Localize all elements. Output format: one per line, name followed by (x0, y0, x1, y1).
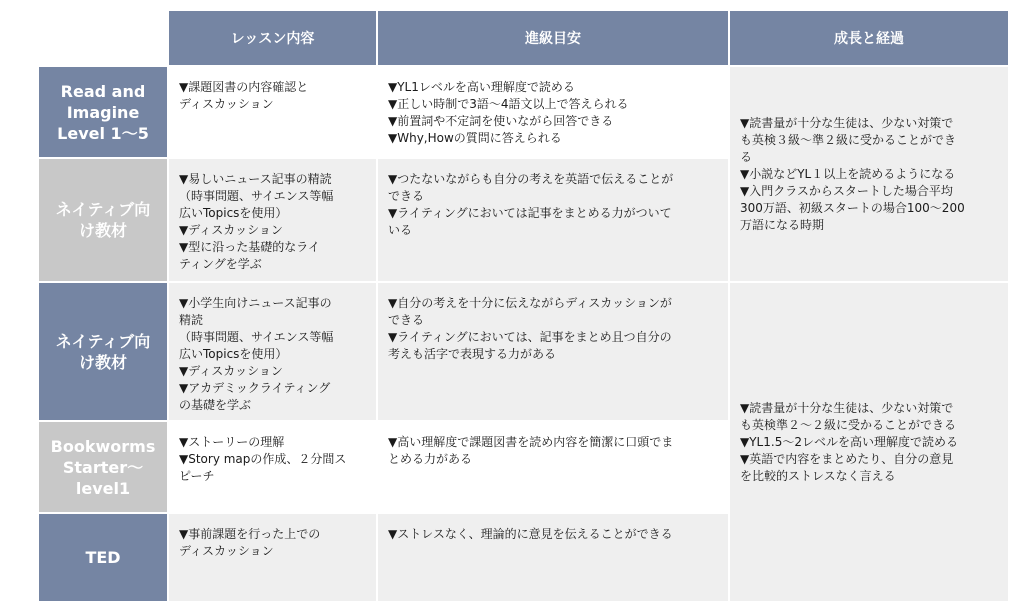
curriculum-table (39, 11, 1010, 603)
advancement-target: ▼つたないながらも自分の考えを英語で伝えることが できる ▼ライティングにおいては記事をまとめる力がついて いる (378, 159, 730, 283)
lesson-content: ▼課題図書の内容確認と ディスカッション (169, 67, 378, 159)
header-growth: 成長と経過 (730, 11, 1010, 67)
lesson-content: ▼ストーリーの理解 ▼Story mapの作成、２分間ス ピーチ (169, 422, 378, 514)
table-row (39, 67, 1010, 159)
growth-progress: ▼読書量が十分な生徒は、少ない対策で も英検３級〜準２級に受かることができ る ▼小説などYL１以上を読めるようになる ▼入門クラスからスタートした場合平均 300万語、初級スタートの場合100〜200 万語になる時期 (730, 67, 1010, 283)
table-row (39, 283, 1010, 422)
advancement-target: ▼高い理解度で課題図書を読め内容を簡潔に口頭でま とめる力がある (378, 422, 730, 514)
course-name: TED (39, 514, 169, 603)
advancement-target: ▼自分の考えを十分に伝えながらディスカッションが できる ▼ライティングにおいては、記事をまとめ且つ自分の 考えも活字で表現する力がある (378, 283, 730, 422)
corner-cell (39, 11, 169, 67)
course-name: Read and Imagine Level 1〜5 (39, 67, 169, 159)
course-name: Bookworms Starter〜 level1 (39, 422, 169, 514)
header-row (39, 11, 1010, 67)
header-lesson: レッスン内容 (169, 11, 378, 67)
header-target: 進級目安 (378, 11, 730, 67)
advancement-target: ▼ストレスなく、理論的に意見を伝えることができる (378, 514, 730, 603)
course-name: ネイティブ向 け教材 (39, 159, 169, 283)
lesson-content: ▼小学生向けニュース記事の 精読 （時事問題、サイエンス等幅 広いTopicsを使用） ▼ディスカッション ▼アカデミックライティング の基礎を学ぶ (169, 283, 378, 422)
advancement-target: ▼YL1レベルを高い理解度で読める ▼正しい時制で3語〜4語文以上で答えられる ▼前置詞や不定詞を使いながら回答できる ▼Why,Howの質問に答えられる (378, 67, 730, 159)
lesson-content: ▼事前課題を行った上での ディスカッション (169, 514, 378, 603)
course-name: ネイティブ向 け教材 (39, 283, 169, 422)
lesson-content: ▼易しいニュース記事の精読 （時事問題、サイエンス等幅 広いTopicsを使用） ▼ディスカッション ▼型に沿った基礎的なライ ティングを学ぶ (169, 159, 378, 283)
growth-progress: ▼読書量が十分な生徒は、少ない対策で も英検準２〜２級に受かることができる ▼YL1.5〜2レベルを高い理解度で読める ▼英語で内容をまとめたり、自分の意見 を比較的ストレスなく言える (730, 283, 1010, 603)
